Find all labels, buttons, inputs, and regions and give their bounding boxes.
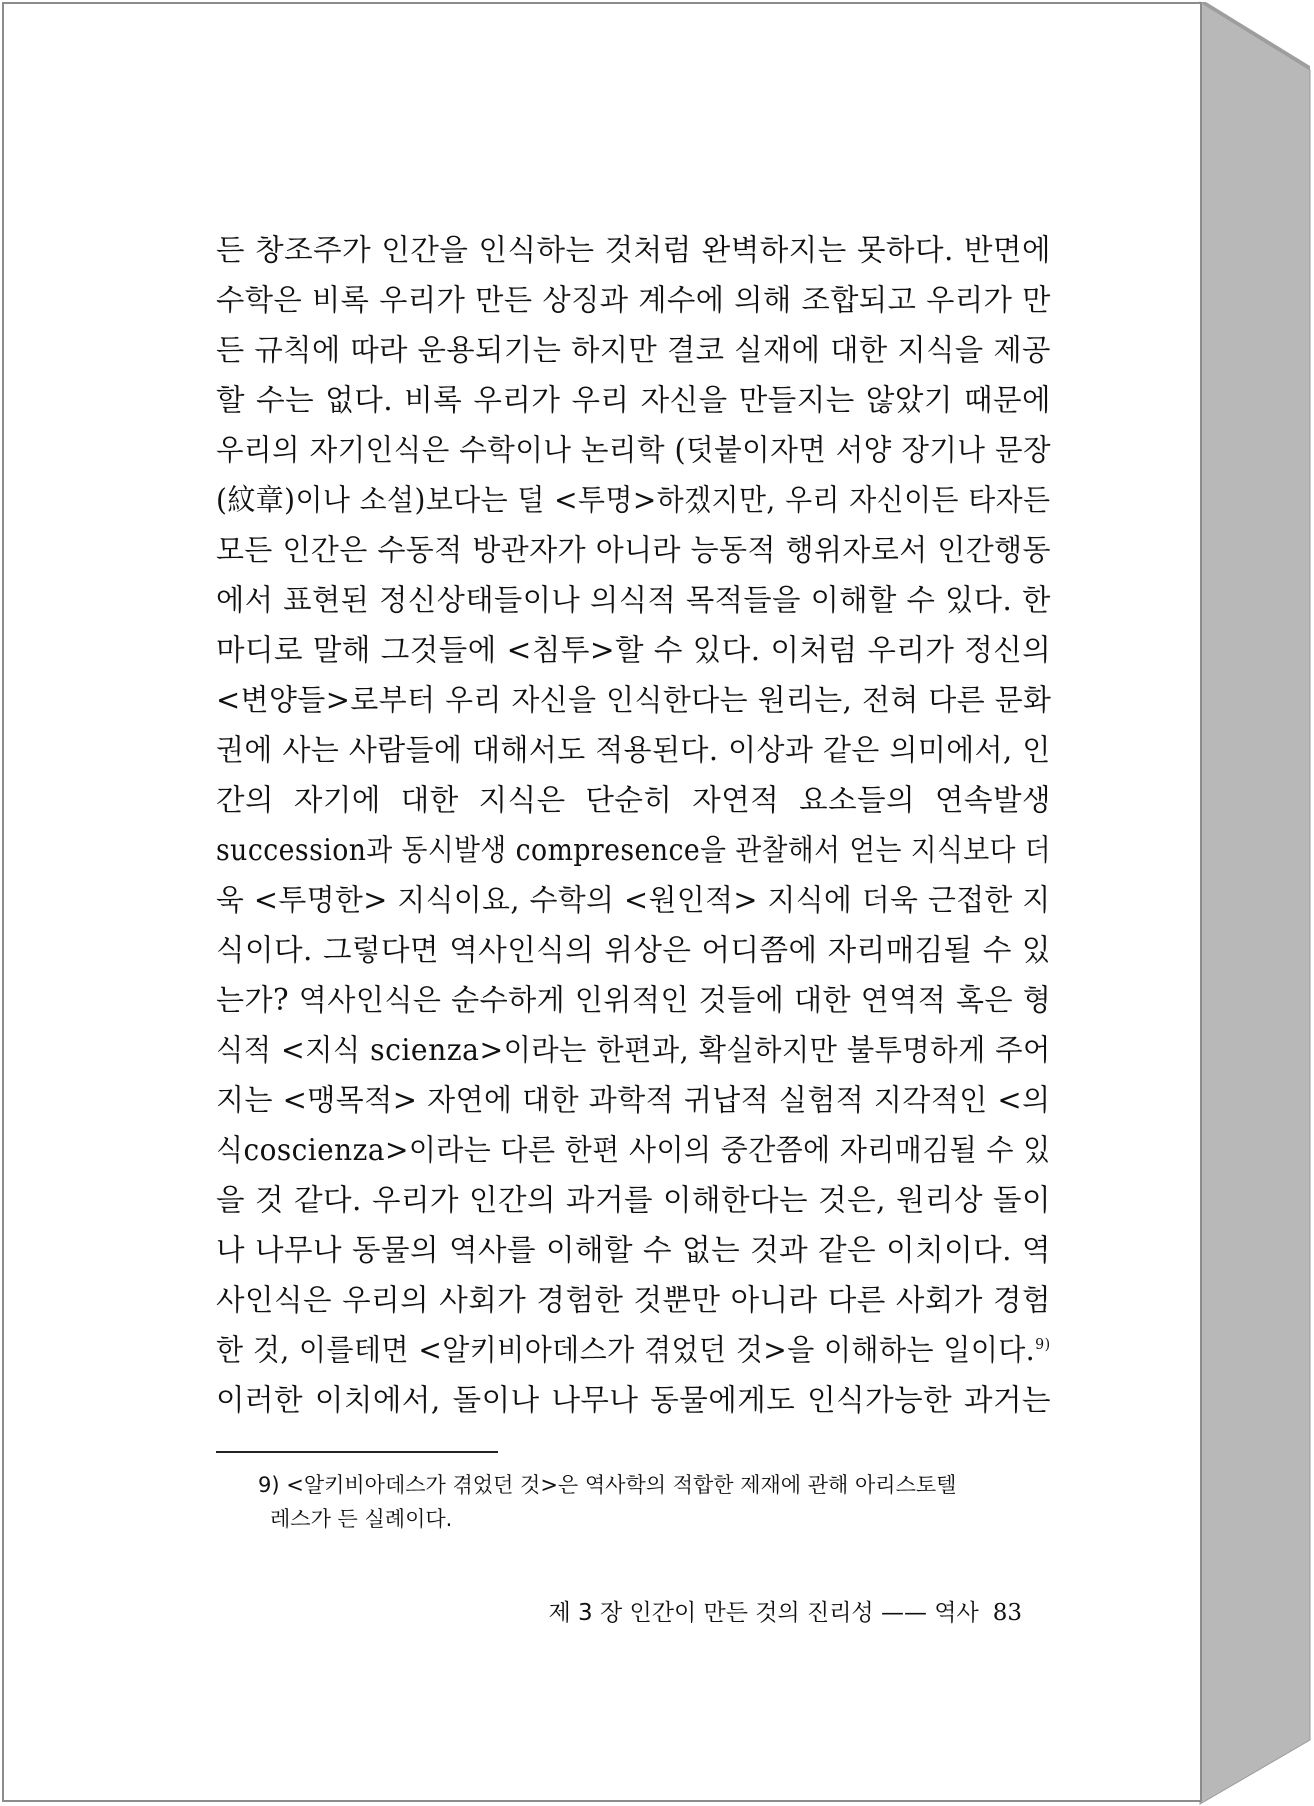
footnote	[258, 1468, 1053, 1536]
text-line: 을 것 같다. 우리가 인간의 과거를 이해한다는 것은, 원리상 돌이	[216, 1183, 1051, 1217]
text-line: 식적 <지식 scienza>이라는 한편과, 확실하지만 불투명하게 주어	[216, 1033, 1051, 1067]
text-line: 수학은 비록 우리가 만든 상징과 계수에 의해 조합되고 우리가 만	[216, 283, 1051, 317]
text-line: 지는 <맹목적> 자연에 대한 과학적 귀납적 실험적 지각적인 <의	[216, 1083, 1051, 1117]
text-line: 욱 <투명한> 지식이요, 수학의 <원인적> 지식에 더욱 근접한 지	[216, 883, 1051, 917]
text-line: 든 규칙에 따라 운용되기는 하지만 결코 실재에 대한 지식을 제공	[216, 333, 1051, 367]
page-number: 83	[992, 1600, 1022, 1626]
text-line: 이러한 이치에서, 돌이나 나무나 동물에게도 인식가능한 과거는	[216, 1383, 1051, 1417]
text-line: 한 것, 이를테면 <알키비아데스가 겪었던 것>을 이해하는 일이다.	[216, 1333, 1036, 1367]
footnote-line: 9) <알키비아데스가 겪었던 것>은 역사학의 적합한 제재에 관해 아리스토텔	[258, 1473, 957, 1497]
text-line: 나 나무나 동물의 역사를 이해할 수 없는 것과 같은 이치이다. 역	[216, 1233, 1051, 1267]
chapter-title: 제 3 장 인간이 만든 것의 진리성 —— 역사	[548, 1600, 979, 1626]
text-line-with-footnote	[216, 1325, 1051, 1375]
text-line: 우리의 자기인식은 수학이나 논리학 (덧붙이자면 서양 장기나 문장	[216, 433, 1052, 467]
text-line: succession과 동시발생 compresence을 관찰해서 얻는 지식보다 더	[216, 833, 1052, 867]
text-line: <변양들>로부터 우리 자신을 인식한다는 원리는, 전혀 다른 문화	[216, 683, 1052, 717]
text-line: 사인식은 우리의 사회가 경험한 것뿐만 아니라 다른 사회가 경험	[216, 1283, 1051, 1317]
text-line: (紋章)이나 소설)보다는 덜 <투명>하겠지만, 우리 자신이든 타자든	[216, 483, 1051, 517]
text-line: 간의 자기에 대한 지식은 단순히 자연적 요소들의 연속발생	[216, 783, 1051, 817]
text-line: 권에 사는 사람들에 대해서도 적용된다. 이상과 같은 의미에서, 인	[216, 733, 1051, 767]
text-line: 식coscienza>이라는 다른 한편 사이의 중간쯤에 자리매김될 수 있	[216, 1133, 1051, 1167]
text-line: 든 창조주가 인간을 인식하는 것처럼 완벽하지는 못하다. 반면에	[216, 233, 1051, 267]
text-line: 에서 표현된 정신상태들이나 의식적 목적들을 이해할 수 있다. 한	[216, 583, 1051, 617]
footnote-reference[interactable]: 9)	[1035, 1335, 1051, 1354]
body-text	[216, 225, 1051, 1425]
text-line: 할 수는 없다. 비록 우리가 우리 자신을 만들지는 않았기 때문에	[216, 383, 1051, 417]
text-line: 는가? 역사인식은 순수하게 인위적인 것들에 대한 연역적 혹은 형	[216, 983, 1052, 1017]
footnote-divider	[216, 1451, 498, 1453]
footnote-line: 레스가 든 실례이다.	[270, 1507, 453, 1531]
running-footer	[549, 1594, 1022, 1627]
text-line: 모든 인간은 수동적 방관자가 아니라 능동적 행위자로서 인간행동	[216, 533, 1052, 567]
text-line: 마디로 말해 그것들에 <침투>할 수 있다. 이처럼 우리가 정신의	[216, 633, 1052, 667]
text-line: 식이다. 그렇다면 역사인식의 위상은 어디쯤에 자리매김될 수 있	[216, 933, 1051, 967]
